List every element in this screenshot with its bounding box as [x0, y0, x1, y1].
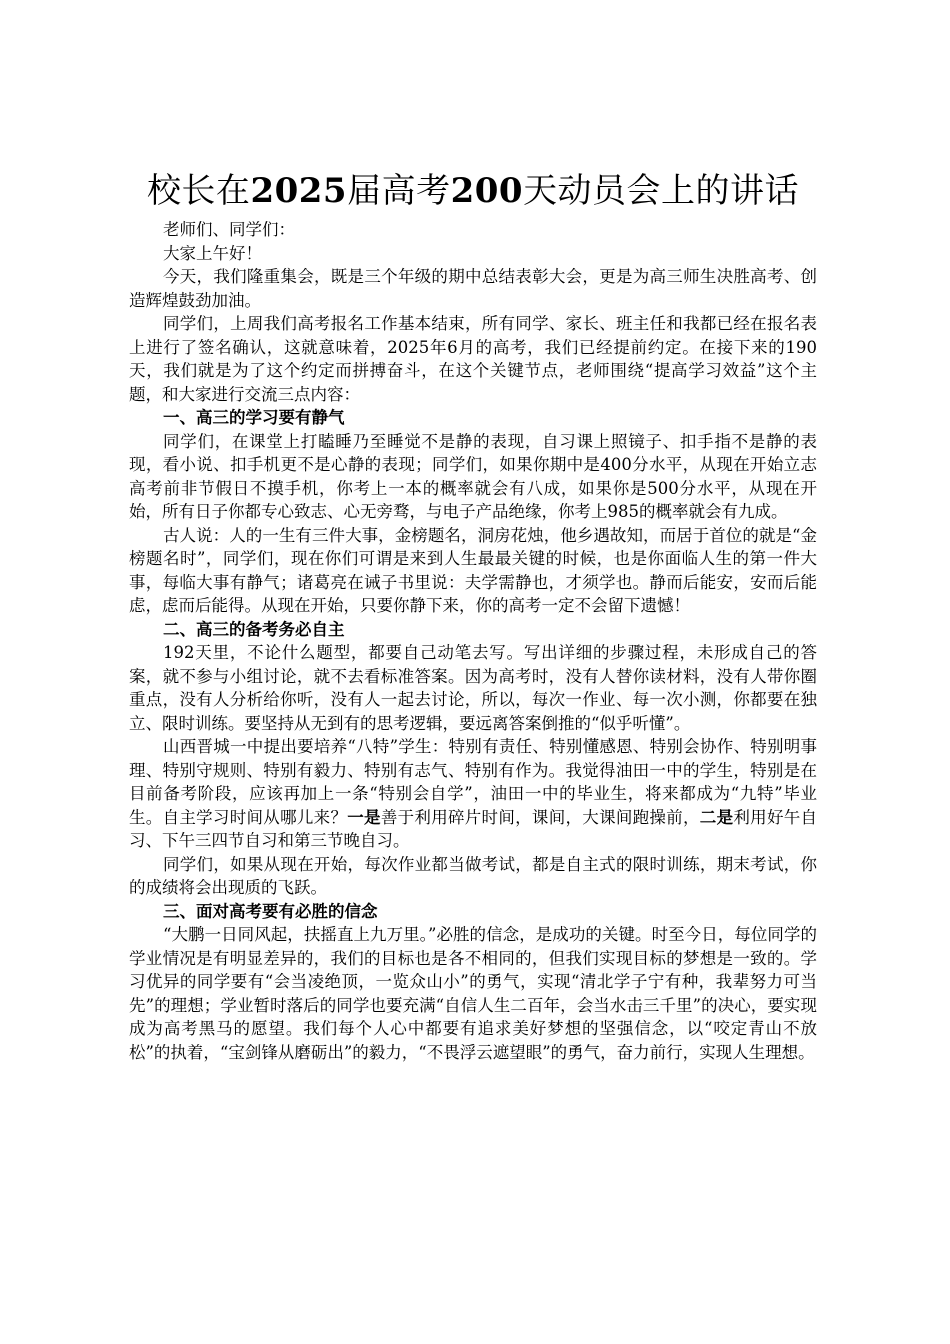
section-heading-3: 三、面对高考要有必胜的信念 — [163, 901, 378, 921]
body-paragraph: 同学们，如果从现在开始，每次作业都当做考试，都是自主式的限时训练，期末考试，你的成绩将会出现质的飞跃。 — [129, 854, 817, 897]
title-year: 2025 — [250, 171, 348, 211]
body-paragraph: 同学们，上周我们高考报名工作基本结束，所有同学、家长、班主任和我都已经在报名表上进行了签名确认，这就意味着，2025年6月的高考，我们已经提前约定。在接下来的190天，我们就是为了这个约定而拼搏奋斗，在这个关键节点，老师围绕“提高学习效益”这个主题，和大家进行交流三点内容： — [129, 314, 817, 404]
body-paragraph: 同学们，在课堂上打瞌睡乃至睡觉不是静的表现，自习课上照镜子、扣手指不是静的表现，看小说、扣手机更不是心静的表现；同学们，如果你期中是400分水平，从现在开始立志高考前非节假日不摸手机，你考上一本的概率就会有八成，如果你是500分水平，从现在开始，所有日子你都专心致志、心无旁骛，与电子产品绝缘，你考上985的概率就会有九成。 — [129, 431, 817, 521]
rich-text-d: 利用好午自习、下午三四节自习和第三节晚自习。 — [129, 807, 818, 850]
title-part-2: 届高考 — [347, 171, 451, 211]
document-title — [129, 168, 817, 214]
section-heading-2: 二、高三的备考务必自主 — [163, 619, 345, 639]
section-heading-1: 一、高三的学习要有静气 — [163, 408, 345, 427]
body-paragraph-rich — [129, 735, 817, 853]
document-page — [129, 168, 817, 1064]
rich-text-c: 善于利用碎片时间，课间，大课间跑操前， — [380, 807, 700, 827]
body-paragraph: “大鹏一日同风起，扶摇直上九万里。”必胜的信念，是成功的关键。时至今日，每位同学的学业情况是有明显差异的，我们的目标也是各不相同的，但我们实现目标的梦想是一致的。学习优异的同学要有“会当凌绝顶，一览众山小”的勇气，实现“清北学子宁有种，我辈努力可当先”的理想；学业暂时落后的同学也要充满“自信人生二百年，会当水击三千里”的决心，要实现成为高考黑马的愿望。我们每个人心中都要有追求美好梦想的坚强信念，以“咬定青山不放松”的执着，“宝剑锋从磨砺出”的毅力，“不畏浮云遮望眼”的勇气，奋力前行，实现人生理想。 — [129, 925, 817, 1062]
emphasis-second: 二是 — [699, 807, 734, 827]
title-part-1: 校长在 — [146, 171, 251, 211]
greeting: 老师们、同学们： — [163, 220, 295, 239]
title-days: 200 — [450, 171, 524, 211]
emphasis-first: 一是 — [347, 807, 381, 827]
body-paragraph: 192天里，不论什么题型，都要自己动笔去写。写出详细的步骤过程，未形成自己的答案，就不参与小组讨论，就不去看标准答案。因为高考时，没有人替你读材料，没有人带你圈重点，没有人分析给你听，没有人一起去讨论，所以，每次一作业、每一次小测，你都要在独立、限时训练。要坚持从无到有的思考逻辑，要远离答案倒推的“似乎听懂”。 — [129, 643, 817, 733]
greeting-morning: 大家上午好！ — [163, 243, 262, 263]
rich-text-a: 山西晋城一中提出要培养“八特”学生：特别有责任、特别懂感恩、特别会协作、特别明事理、特别守规则、特别有毅力、特别有志气、特别有作为。我觉得油田一中的学生，特别是在目前备考阶段，应该再加上一条“特别会自学”，油田一中的毕业生，将来都成为“九特”毕业生。自主学习时间从哪儿来？ — [129, 737, 817, 827]
intro-paragraph: 今天，我们隆重集会，既是三个年级的期中总结表彰大会，更是为高三师生决胜高考、创造辉煌鼓劲加油。 — [129, 267, 817, 310]
body-paragraph: 古人说：人的一生有三件大事，金榜题名，洞房花烛，他乡遇故知，而居于首位的就是“金榜题名时”，同学们，现在你们可谓是来到人生最最关键的时候，也是你面临人生的第一件大事，每临大事有静气；诸葛亮在诫子书里说：夫学需静也，才须学也。静而后能安，安而后能虑，虑而后能得。从现在开始，只要你静下来，你的高考一定不会留下遗憾！ — [129, 525, 817, 615]
title-part-3: 天动员会上的讲话 — [523, 171, 800, 211]
